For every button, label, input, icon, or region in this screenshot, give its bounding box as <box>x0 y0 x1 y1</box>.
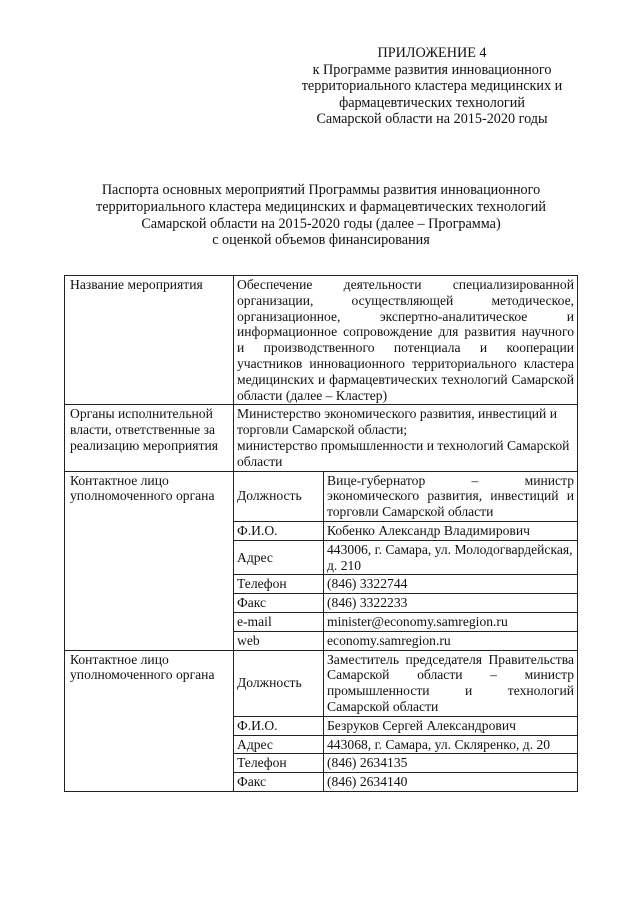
email-label: e-mail <box>234 612 324 631</box>
address-value: 443006, г. Самара, ул. Молодогвардейская, д. 210 <box>324 540 578 575</box>
passport-table <box>64 275 578 792</box>
title-line: Паспорта основных мероприятий Программы развития инновационного <box>101 182 541 198</box>
table-row <box>65 650 578 716</box>
event-name-value: Обеспечение деятельности специализированной организации, осуществляющей методическое, организационное, экспертно-аналитическое и информационное сопровождение для развития научного и производственного потенциала и кооперации участников инновационного территориального кластера медицинских и фармацевтических технологий Самарской области (далее – Кластер) <box>234 276 578 405</box>
phone-value: (846) 2634135 <box>324 754 578 773</box>
fio-label: Ф.И.О. <box>234 716 324 735</box>
phone-label: Телефон <box>234 575 324 594</box>
appendix-header <box>262 45 602 128</box>
table-row <box>65 276 578 405</box>
position-value: Вице-губернатор – министр экономического развития, инвестиций и торговли Самарской области <box>324 471 578 521</box>
position-value: Заместитель председателя Правительства Самарской области – министр промышленности и технологий Самарской области <box>324 650 578 716</box>
authorities-value <box>234 405 578 471</box>
title-line: Самарской области на 2015-2020 годы (далее – Программа) <box>141 215 501 232</box>
event-name-label: Название мероприятия <box>65 276 234 405</box>
position-label: Должность <box>234 650 324 716</box>
fio-label: Ф.И.О. <box>234 521 324 540</box>
fio-value: Безруков Сергей Александрович <box>324 716 578 735</box>
email-value[interactable]: minister@economy.samregion.ru <box>324 612 578 631</box>
web-label: web <box>234 631 324 650</box>
contact-label: Контактное лицо уполномоченного органа <box>65 471 234 650</box>
fax-label: Факс <box>234 594 324 613</box>
fax-value: (846) 3322233 <box>324 594 578 613</box>
appendix-line: фармацевтических технологий <box>339 94 525 111</box>
authorities-label: Органы исполнительной власти, ответственные за реализацию мероприятия <box>65 405 234 471</box>
appendix-line: к Программе развития инновационного <box>312 61 552 78</box>
fax-value: (846) 2634140 <box>324 773 578 792</box>
web-value[interactable]: economy.samregion.ru <box>324 631 578 650</box>
address-value: 443068, г. Самара, ул. Скляренко, д. 20 <box>324 735 578 754</box>
contact-label: Контактное лицо уполномоченного органа <box>65 650 234 791</box>
authority-1: Министерство экономического развития, инвестиций и торговли Самарской области; <box>237 406 557 438</box>
table-row <box>65 405 578 471</box>
appendix-line: территориального кластера медицинских и <box>301 78 563 95</box>
fax-label: Факс <box>234 773 324 792</box>
table-row <box>65 471 578 521</box>
position-label: Должность <box>234 471 324 521</box>
appendix-number: ПРИЛОЖЕНИЕ 4 <box>377 45 487 61</box>
fio-value: Кобенко Александр Владимирович <box>324 521 578 540</box>
title-line: территориального кластера медицинских и фармацевтических технологий <box>96 198 546 215</box>
address-label: Адрес <box>234 540 324 575</box>
document-title <box>66 182 576 249</box>
phone-value: (846) 3322744 <box>324 575 578 594</box>
appendix-line: Самарской области на 2015-2020 годы <box>316 111 548 128</box>
phone-label: Телефон <box>234 754 324 773</box>
authority-2: министерство промышленности и технологий Самарской области <box>237 437 570 469</box>
address-label: Адрес <box>234 735 324 754</box>
title-line: с оценкой объемов финансирования <box>212 232 430 249</box>
